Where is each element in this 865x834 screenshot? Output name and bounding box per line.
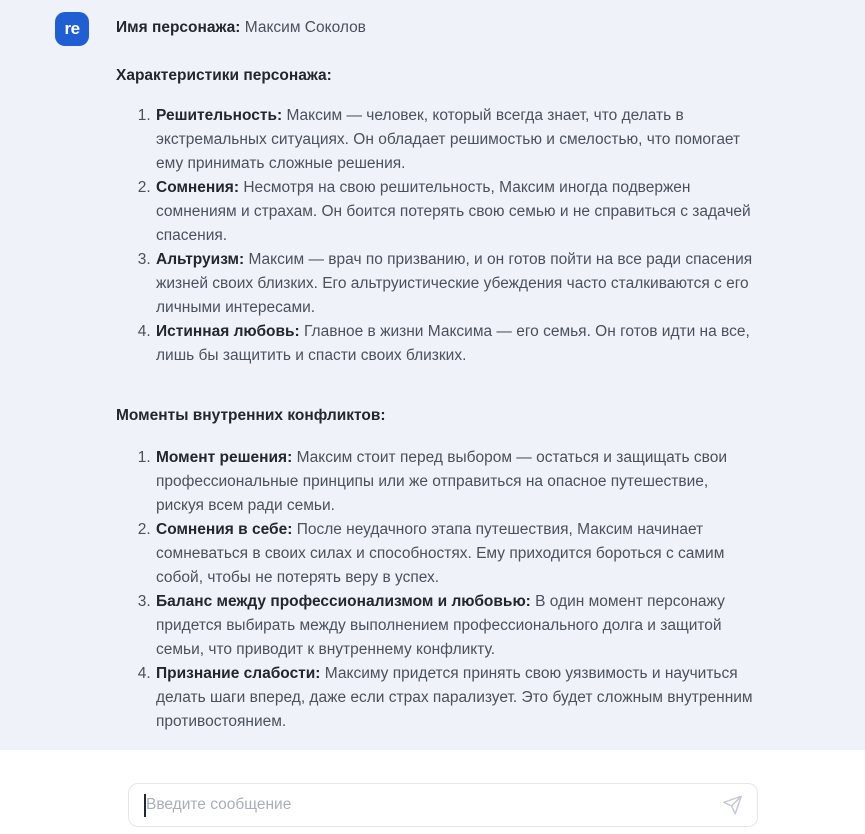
term: Признание слабости: <box>156 665 321 682</box>
send-icon[interactable] <box>722 795 743 816</box>
assistant-message <box>116 16 760 734</box>
composer-bar <box>0 750 865 834</box>
characteristics-list <box>116 104 760 368</box>
list-item <box>155 518 760 590</box>
list-item <box>155 662 760 734</box>
term-description: После неудачного этапа путешествия, Максим начинает сомневаться в своих силах и способностях. Ему приходится бороться с самим собой, чтобы не потерять веру в успех. <box>156 521 725 586</box>
term-description: Максим — человек, который всегда знает, что делать в экстремальных ситуациях. Он обладает решимостью и смелостью, что помогает ему принимать сложные решения. <box>156 107 741 172</box>
character-name-value: Максим Соколов <box>244 19 366 36</box>
term: Истинная любовь: <box>156 323 300 340</box>
term: Альтруизм: <box>156 251 245 268</box>
term-description: Максиму придется принять свою уязвимость и научиться делать шаги вперед, даже если страх парализует. Это будет сложным внутренним противостоянием. <box>156 665 753 730</box>
message-input-container[interactable] <box>128 783 758 827</box>
term: Момент решения: <box>156 449 293 466</box>
list-item <box>155 248 760 320</box>
term: Баланс между профессионализмом и любовью: <box>156 593 531 610</box>
term-description: Максим стоит перед выбором — остаться и защищать свои профессиональные принципы или же отправиться на опасное путешествие, рискуя всем ради семьи. <box>156 449 728 514</box>
logo-text: re <box>64 19 80 38</box>
section-heading-characteristics: Характеристики персонажа: <box>116 67 332 84</box>
term-description: Несмотря на свою решительность, Максим иногда подвержен сомнениям и страхам. Он боится потерять свою семью и не справиться с задачей спасения. <box>156 179 751 244</box>
term: Решительность: <box>156 107 283 124</box>
message-input[interactable] <box>129 784 757 826</box>
assistant-avatar <box>55 12 89 46</box>
list-item <box>155 176 760 248</box>
list-item <box>155 590 760 662</box>
section-heading-conflicts: Моменты внутренних конфликтов: <box>116 407 386 424</box>
term-description: Максим — врач по призванию, и он готов пойти на все ради спасения жизней своих близких. Его альтруистические убеждения часто сталкиваются с его личными интересами. <box>156 251 753 316</box>
term-description: В один момент персонажу придется выбирать между выполнением профессионального долга и защитой семьи, что приводит к внутреннему конфликту. <box>156 593 725 658</box>
term: Сомнения в себе: <box>156 521 293 538</box>
list-item <box>155 104 760 176</box>
term-description: Главное в жизни Максима — его семья. Он готов идти на все, лишь бы защитить и спасти своих близких. <box>156 323 750 364</box>
list-item <box>155 446 760 518</box>
term: Сомнения: <box>156 179 240 196</box>
list-item <box>155 320 760 368</box>
character-name-label: Имя персонажа: <box>116 19 241 36</box>
conflicts-list <box>116 446 760 734</box>
text-caret <box>144 794 146 817</box>
character-name-line <box>116 16 760 40</box>
